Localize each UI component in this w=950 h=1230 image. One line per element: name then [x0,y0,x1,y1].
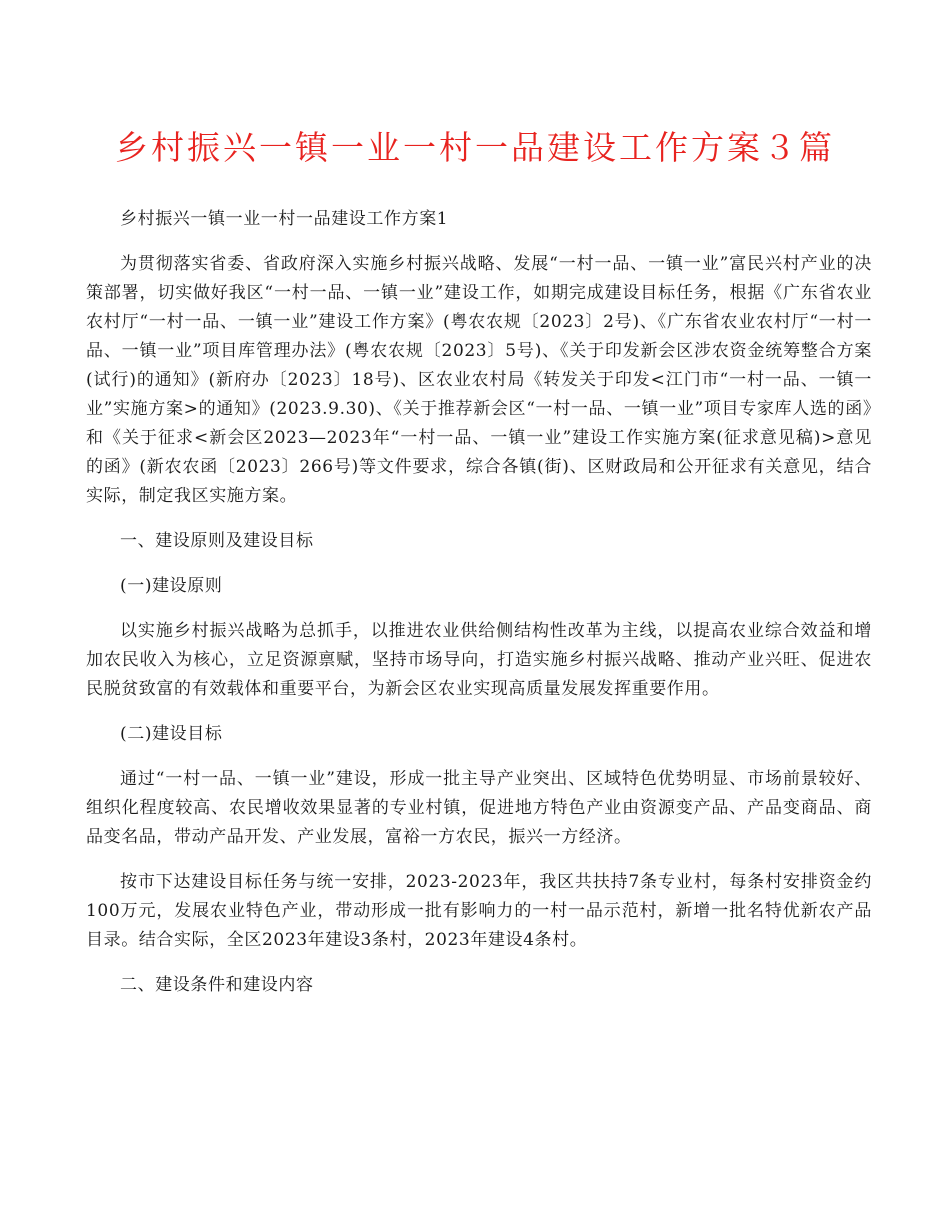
paragraph-targets: 按市下达建设目标任务与统一安排，2023-2023年，我区共扶持7条专业村，每条村安排资金约100万元，发展农业特色产业，带动形成一批有影响力的一村一品示范村，新增一批名特优新农产品目录。结合实际，全区2023年建设3条村，2023年建设4条村。 [86,872,872,950]
document-body [86,205,872,1016]
subheading-principles: (一)建设原则 [120,576,223,596]
section-heading-conditions-content: 二、建设条件和建设内容 [120,975,314,995]
document-title: 乡村振兴一镇一业一村一品建设工作方案３篇 [115,128,835,167]
section-heading-plan-1: 乡村振兴一镇一业一村一品建设工作方案1 [120,209,449,229]
paragraph-goals: 通过“一村一品、一镇一业”建设，形成一批主导产业突出、区域特色优势明显、市场前景较好、组织化程度较高、农民增收效果显著的专业村镇，促进地方特色产业由资源变产品、产品变商品、商品变名品，带动产品开发、产业发展，富裕一方农民，振兴一方经济。 [86,769,872,847]
paragraph-intro: 为贯彻落实省委、省政府深入实施乡村振兴战略、发展“一村一品、一镇一业”富民兴村产业的决策部署，切实做好我区“一村一品、一镇一业”建设工作，如期完成建设目标任务，根据《广东省农业农村厅“一村一品、一镇一业”建设工作方案》(粤农农规〔2023〕2号)、《广东省农业农村厅“一村一品、一镇一业”项目库管理办法》(粤农农规〔2023〕5号)、《关于印发新会区涉农资金统筹整合方案(试行)的通知》(新府办〔2023〕18号)、区农业农村局《转发关于印发<江门市“一村一品、一镇一业”实施方案>的通知》(2023.9.30)、《关于推荐新会区“一村一品、一镇一业”项目专家库人选的函》和《关于征求<新会区2023—2023年“一村一品、一镇一业”建设工作实施方案(征求意见稿)>意见的函》(新农农函〔2023〕266号)等文件要求，综合各镇(街)、区财政局和公开征求有关意见，结合实际，制定我区实施方案。 [86,254,872,506]
subheading-goals: (二)建设目标 [120,724,223,744]
paragraph-principles: 以实施乡村振兴战略为总抓手，以推进农业供给侧结构性改革为主线，以提高农业综合效益和增加农民收入为核心，立足资源禀赋，坚持市场导向，打造实施乡村振兴战略、推动产业兴旺、促进农民脱贫致富的有效载体和重要平台，为新会区农业实现高质量发展发挥重要作用。 [86,621,872,699]
section-heading-principles-goals: 一、建设原则及建设目标 [120,531,314,551]
